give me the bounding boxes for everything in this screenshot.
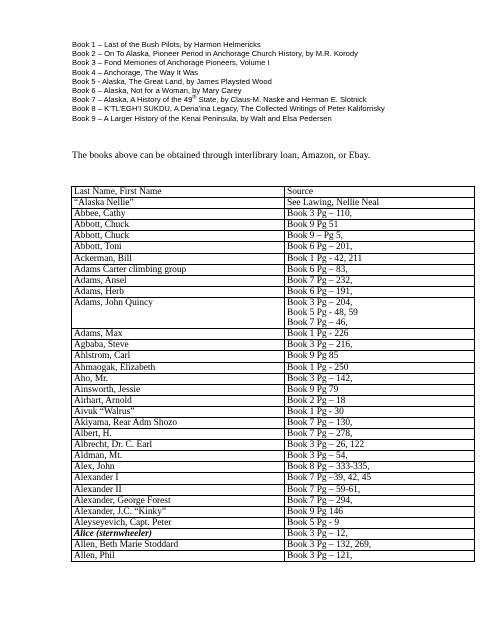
source-cell: Book 7 Pg –39, 42, 45: [285, 473, 475, 484]
name-cell: Allen, Phil: [72, 551, 285, 562]
book-list: [72, 40, 472, 123]
name-cell: Alexander II: [72, 484, 285, 495]
book-list-item: Book 4 – Anchorage, The Way It Was: [72, 67, 198, 77]
name-cell: Abbee, Cathy: [72, 209, 285, 220]
source-line: Book 7 Pg – 46,: [287, 318, 348, 329]
name-cell: Akiyama, Rear Adm Shozo: [72, 417, 285, 428]
book-list-item: Book 2 – On To Alaska, Pioneer Period in Anchorage Church History, by M.R. Korody: [72, 49, 358, 59]
table-row: [72, 198, 475, 209]
table-row: [72, 551, 475, 562]
source-line: Book 3 Pg – 204,: [287, 297, 353, 308]
table-row: [72, 220, 475, 231]
name-cell: Aivuk “Walrus”: [72, 406, 285, 417]
name-cell: Aldman, Mt.: [72, 451, 285, 462]
table-row: [72, 286, 475, 297]
table-row: [72, 242, 475, 253]
name-cell: Adams, Ansel: [72, 275, 285, 286]
table-row: [72, 462, 475, 473]
table-row: [72, 473, 475, 484]
table-row: [72, 429, 475, 440]
table-row: [72, 540, 475, 551]
source-cell: Book 3 Pg – 121,: [285, 551, 475, 562]
book-list-item: Book 9 – A Larger History of the Kenai Peninsula, by Walt and Elsa Pedersen: [72, 113, 332, 123]
table-row: [72, 440, 475, 451]
source-cell: Book 7 Pg – 59-61,: [285, 484, 475, 495]
table-row: [72, 506, 475, 517]
availability-note: The books above can be obtained through interlibrary loan, Amazon, or Ebay.: [72, 150, 371, 161]
name-cell: Allen, Beth Marie Stoddard: [72, 540, 285, 551]
source-cell: Book 3 Pg – 110,: [285, 209, 475, 220]
book-list-item: Book 8 – K’TL’EGH’I SUKDU, A Dena’ina Legacy, The Collected Writings of Peter Kalifornsky: [72, 104, 385, 114]
table-row: [72, 209, 475, 220]
header-source: Source: [285, 187, 475, 198]
name-cell: Ainsworth, Jessie: [72, 384, 285, 395]
ordinal-superscript: th: [192, 94, 197, 101]
table-row: [72, 517, 475, 528]
name-cell: Alice (sternwheeler): [72, 528, 285, 539]
table-row: [72, 351, 475, 362]
source-cell: Book 9 Pg 79: [285, 384, 475, 395]
source-cell: Book 6 Pg – 83,: [285, 264, 475, 275]
name-cell: Adams, Max: [72, 329, 285, 340]
source-cell: Book 9 Pg 85: [285, 351, 475, 362]
source-cell: Book 3 Pg – 12,: [285, 528, 475, 539]
source-cell: Book 1 Pg - 250: [285, 362, 475, 373]
table-row: [72, 528, 475, 539]
table-row: [72, 329, 475, 340]
source-cell: Book 5 Pg - 9: [285, 517, 475, 528]
table-row: [72, 297, 475, 328]
name-cell: Airhart, Arnold: [72, 395, 285, 406]
source-cell: Book 9 – Pg 5,: [285, 231, 475, 242]
name-cell: Aleyseyevich, Capt. Peter: [72, 517, 285, 528]
name-cell: Adams Carter climbing group: [72, 264, 285, 275]
name-cell: Alexander, J.C. “Kinky”: [72, 506, 285, 517]
table-row: [72, 373, 475, 384]
table-header-row: [72, 187, 475, 198]
book-title-part: Book 7 – Alaska, A History of the 49: [72, 95, 193, 105]
source-cell: Book 3 Pg – 216,: [285, 340, 475, 351]
source-cell: Book 7 Pg – 278,: [285, 429, 475, 440]
book-list-item: Book 3 – Fond Memories of Anchorage Pioneers, Volume I: [72, 58, 270, 68]
index-table: [71, 186, 475, 562]
name-cell: “Alaska Nellie”: [72, 198, 285, 209]
table-row: [72, 495, 475, 506]
book-list-item: [72, 95, 472, 104]
name-cell: Albert, H.: [72, 429, 285, 440]
table-row: [72, 340, 475, 351]
source-cell: Book 3 Pg – 26, 122: [285, 440, 475, 451]
source-cell: Book 6 Pg – 191,: [285, 286, 475, 297]
source-line: Book 5 Pg - 48, 59: [287, 308, 358, 319]
name-cell: Agbaba, Steve: [72, 340, 285, 351]
book-list-item: Book 5 - Alaska, The Great Land, by James Playsted Wood: [72, 76, 272, 86]
name-cell: Albrecht, Dr. C. Earl: [72, 440, 285, 451]
name-cell: Alexander, George Forest: [72, 495, 285, 506]
source-cell: Book 3 Pg – 142,: [285, 373, 475, 384]
source-cell: Book 1 Pg - 42, 211: [285, 253, 475, 264]
table-row: [72, 384, 475, 395]
table-row: [72, 253, 475, 264]
source-cell: Book 3 Pg – 54,: [285, 451, 475, 462]
table-row: [72, 362, 475, 373]
source-cell: Book 7 Pg – 294,: [285, 495, 475, 506]
book-title-part: State, by Claus-M. Naske and Herman E. Slotnick: [196, 95, 367, 105]
table-row: [72, 417, 475, 428]
source-cell: Book 6 Pg – 201,: [285, 242, 475, 253]
name-cell: Adams, John Quincy: [72, 297, 285, 328]
book-list-item: Book 6 – Alaska, Not for a Woman, by Mary Carey: [72, 86, 242, 96]
name-cell: Ahmaogak, Elizabeth: [72, 362, 285, 373]
name-cell: Abbott, Chuck: [72, 220, 285, 231]
table-row: [72, 275, 475, 286]
name-cell: Abbott, Toni: [72, 242, 285, 253]
book-list-item: Book 1 – Last of the Bush Pilots, by Harmon Helmericks: [72, 40, 261, 49]
name-cell: Alex, John: [72, 462, 285, 473]
name-cell: Ahlstrom, Carl: [72, 351, 285, 362]
source-cell: Book 2 Pg – 18: [285, 395, 475, 406]
name-cell: Aho, Mr.: [72, 373, 285, 384]
name-cell: Adams, Herb: [72, 286, 285, 297]
table-row: [72, 484, 475, 495]
name-cell: Ackerman, Bill: [72, 253, 285, 264]
source-cell: Book 1 Pg - 30: [285, 406, 475, 417]
table-row: [72, 395, 475, 406]
header-name: Last Name, First Name: [72, 187, 285, 198]
source-cell: Book 1 Pg - 226: [285, 329, 475, 340]
source-cell: Book 7 Pg – 232,: [285, 275, 475, 286]
source-cell: Book 8 Pg – 333-335,: [285, 462, 475, 473]
source-cell: See Lawing, Nellie Neal: [285, 198, 475, 209]
table-row: [72, 451, 475, 462]
source-cell: Book 7 Pg – 130,: [285, 417, 475, 428]
source-cell: Book 9 Pg 51: [285, 220, 475, 231]
table-row: [72, 264, 475, 275]
table-row: [72, 406, 475, 417]
name-cell: Alexander I: [72, 473, 285, 484]
source-cell: Book 3 Pg – 132, 269,: [285, 540, 475, 551]
source-cell: Book 9 Pg 146: [285, 506, 475, 517]
table-row: [72, 231, 475, 242]
source-cell: [285, 297, 475, 328]
name-cell: Abbott, Chuck: [72, 231, 285, 242]
